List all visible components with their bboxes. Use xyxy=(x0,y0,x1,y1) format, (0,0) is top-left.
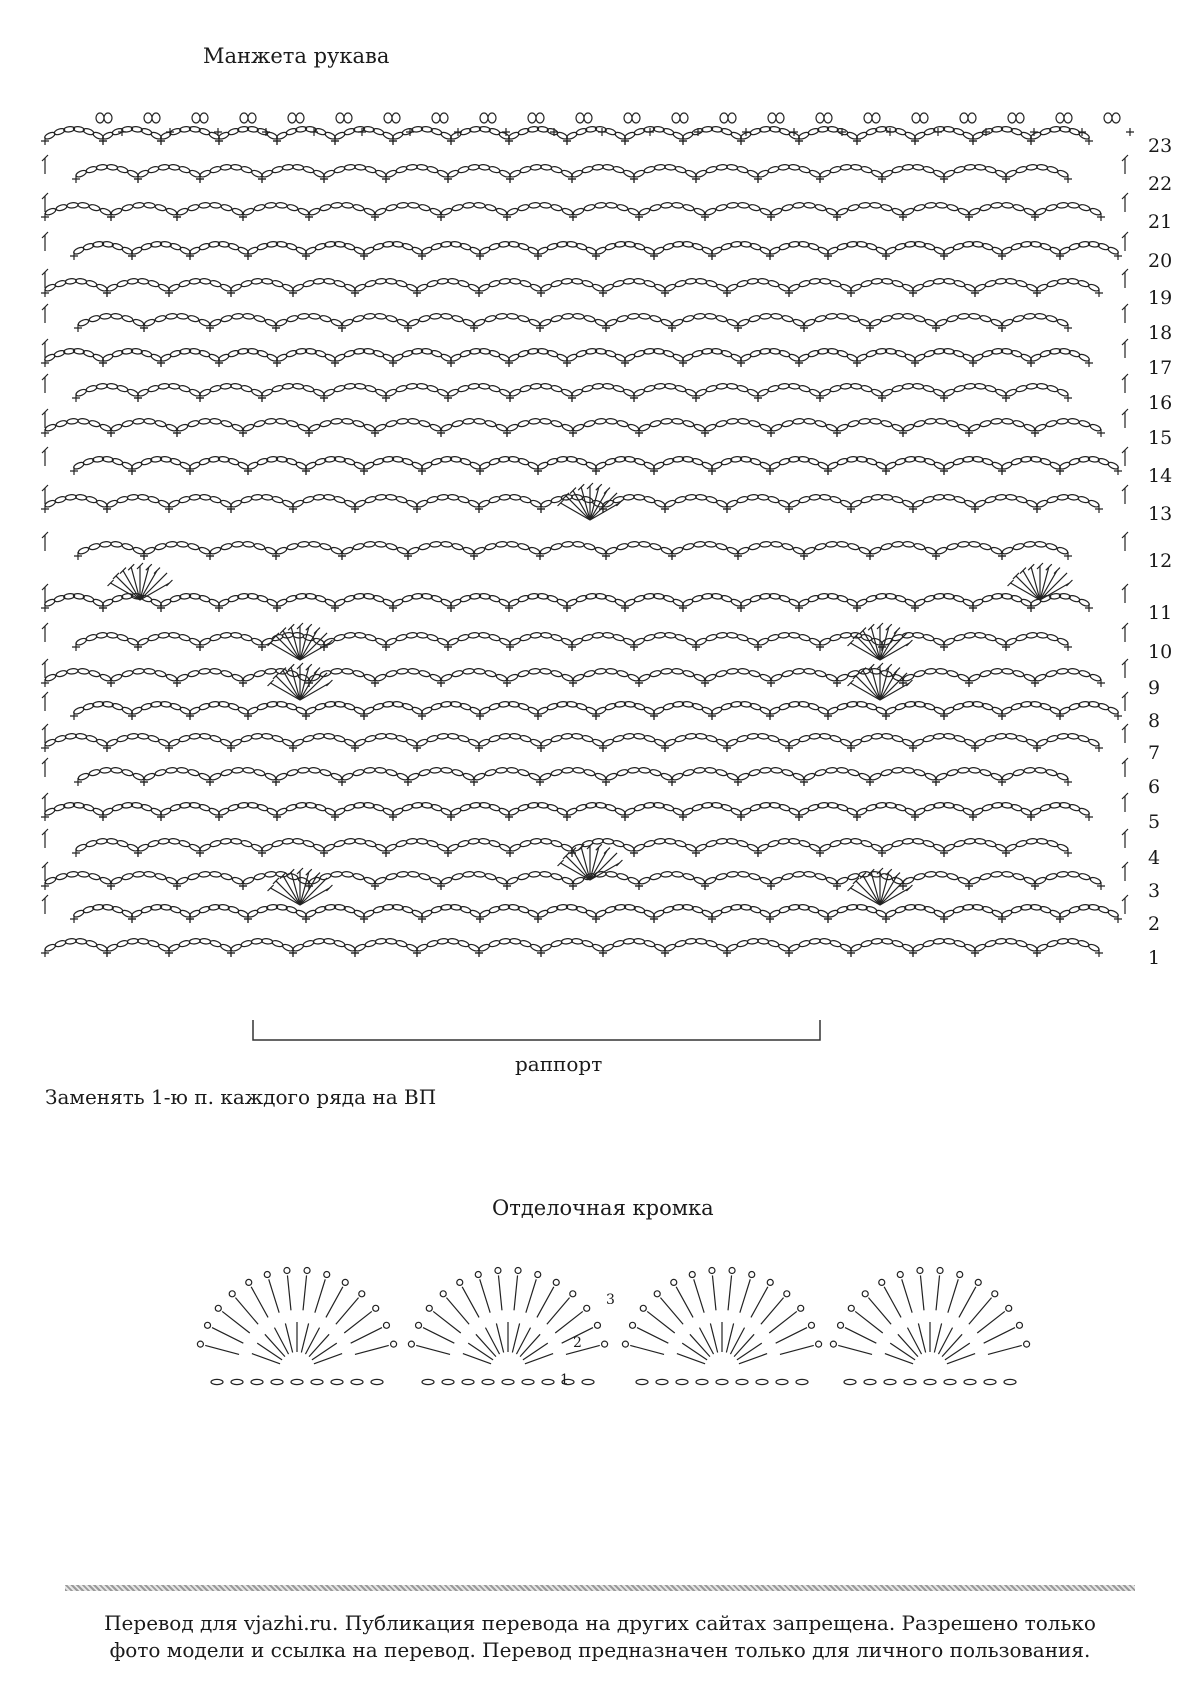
cuff-note: Заменять 1-ю п. каждого ряда на ВП xyxy=(45,1085,437,1109)
cuff-title: Манжета рукава xyxy=(203,44,390,68)
edging-title: Отделочная кромка xyxy=(492,1196,714,1220)
row-number-13: 13 xyxy=(1148,503,1173,525)
row-number-11: 11 xyxy=(1148,602,1173,624)
edging-crochet-chart xyxy=(0,1240,1200,1440)
footer-text xyxy=(60,1610,1140,1664)
row-number-5: 5 xyxy=(1148,811,1161,833)
row-number-18: 18 xyxy=(1148,322,1173,344)
row-number-22: 22 xyxy=(1148,173,1173,195)
row-number-8: 8 xyxy=(1148,710,1161,732)
row-number-3: 3 xyxy=(1148,880,1161,902)
row-number-16: 16 xyxy=(1148,392,1173,414)
row-number-15: 15 xyxy=(1148,427,1173,449)
row-number-2: 2 xyxy=(1148,913,1161,935)
row-number-7: 7 xyxy=(1148,742,1161,764)
row-number-6: 6 xyxy=(1148,776,1161,798)
row-number-17: 17 xyxy=(1148,357,1173,379)
row-number-10: 10 xyxy=(1148,641,1173,663)
footer-line-2: фото модели и ссылка на перевод. Перевод предназначен только для личного пользования. xyxy=(109,1638,1091,1662)
footer-line-1: Перевод для vjazhi.ru. Публикация перевода на других сайтах запрещена. Разрешено только xyxy=(104,1611,1096,1635)
row-number-23: 23 xyxy=(1148,135,1173,157)
row-number-4: 4 xyxy=(1148,847,1161,869)
row-number-9: 9 xyxy=(1148,677,1161,699)
edging-row-label-3: 3 xyxy=(606,1292,615,1308)
row-number-14: 14 xyxy=(1148,465,1173,487)
footer-separator xyxy=(65,1585,1135,1591)
repeat-label: раппорт xyxy=(515,1052,603,1076)
edging-row-label-1: 1 xyxy=(560,1372,569,1388)
row-number-12: 12 xyxy=(1148,550,1173,572)
row-number-19: 19 xyxy=(1148,287,1173,309)
row-number-21: 21 xyxy=(1148,211,1173,233)
row-number-20: 20 xyxy=(1148,250,1173,272)
edging-row-label-2: 2 xyxy=(573,1335,582,1351)
row-number-1: 1 xyxy=(1148,947,1161,969)
